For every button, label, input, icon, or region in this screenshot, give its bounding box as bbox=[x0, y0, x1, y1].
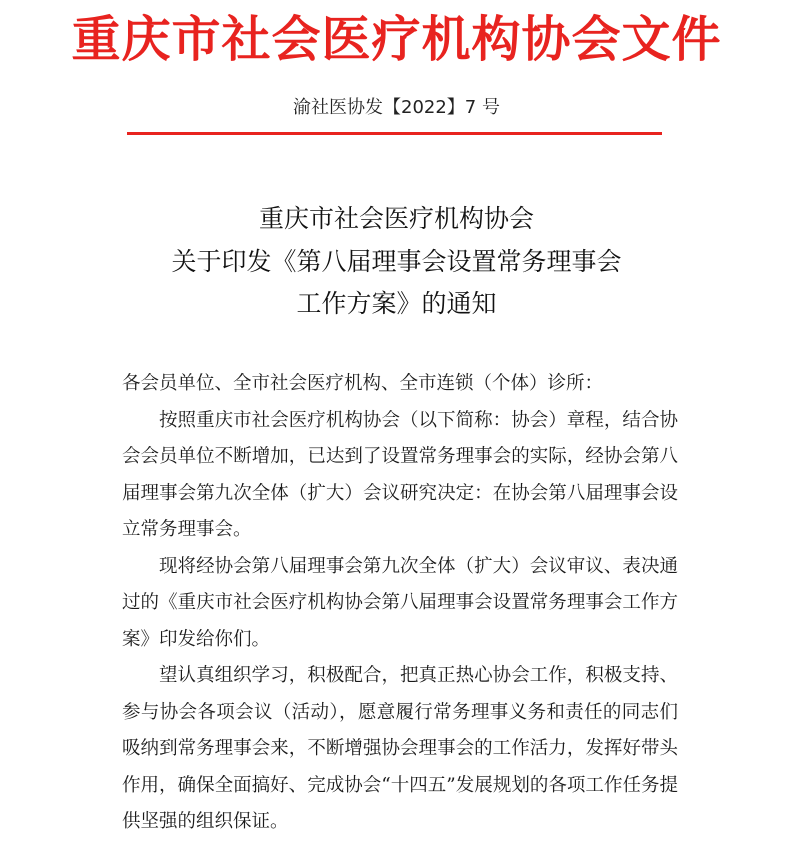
notice-title-line-3: 工作方案》的通知 bbox=[296, 289, 497, 318]
body-paragraph-2: 现将经协会第八届理事会第九次全体（扩大）会议审议、表决通过的《重庆市社会医疗机构协会第八届理事会设置常务理事会工作方案》印发给你们。 bbox=[122, 555, 678, 650]
red-separator-line bbox=[127, 132, 662, 135]
salutation: 各会员单位、全市社会医疗机构、全市连锁（个体）诊所： bbox=[122, 373, 604, 394]
notice-title-line-2: 关于印发《第八届理事会设置常务理事会 bbox=[171, 247, 622, 276]
body-paragraph-3: 望认真组织学习，积极配合，把真正热心协会工作，积极支持、参与协会各项会议（活动），愿意履行常务理事义务和责任的同志们吸纳到常务理事会来，不断增强协会理事会的工作活力，发挥好带头作用，确保全面搞好、完成协会“十四五”发展规划的各项工作任务提供坚强的组织保证。 bbox=[122, 665, 678, 832]
body-paragraph-1: 按照重庆市社会医疗机构协会（以下简称：协会）章程，结合协会会员单位不断增加，已达到了设置常务理事会的实际，经协会第八届理事会第九次全体（扩大）会议研究决定：在协会第八届理事会设立常务理事会。 bbox=[122, 409, 678, 540]
notice-body bbox=[122, 366, 678, 841]
notice-title-line-1: 重庆市社会医疗机构协会 bbox=[258, 204, 534, 233]
masthead-title: 重庆市社会医疗机构协会文件 bbox=[71, 11, 722, 68]
document-number: 渝社医协发【2022】7 号 bbox=[293, 97, 500, 118]
